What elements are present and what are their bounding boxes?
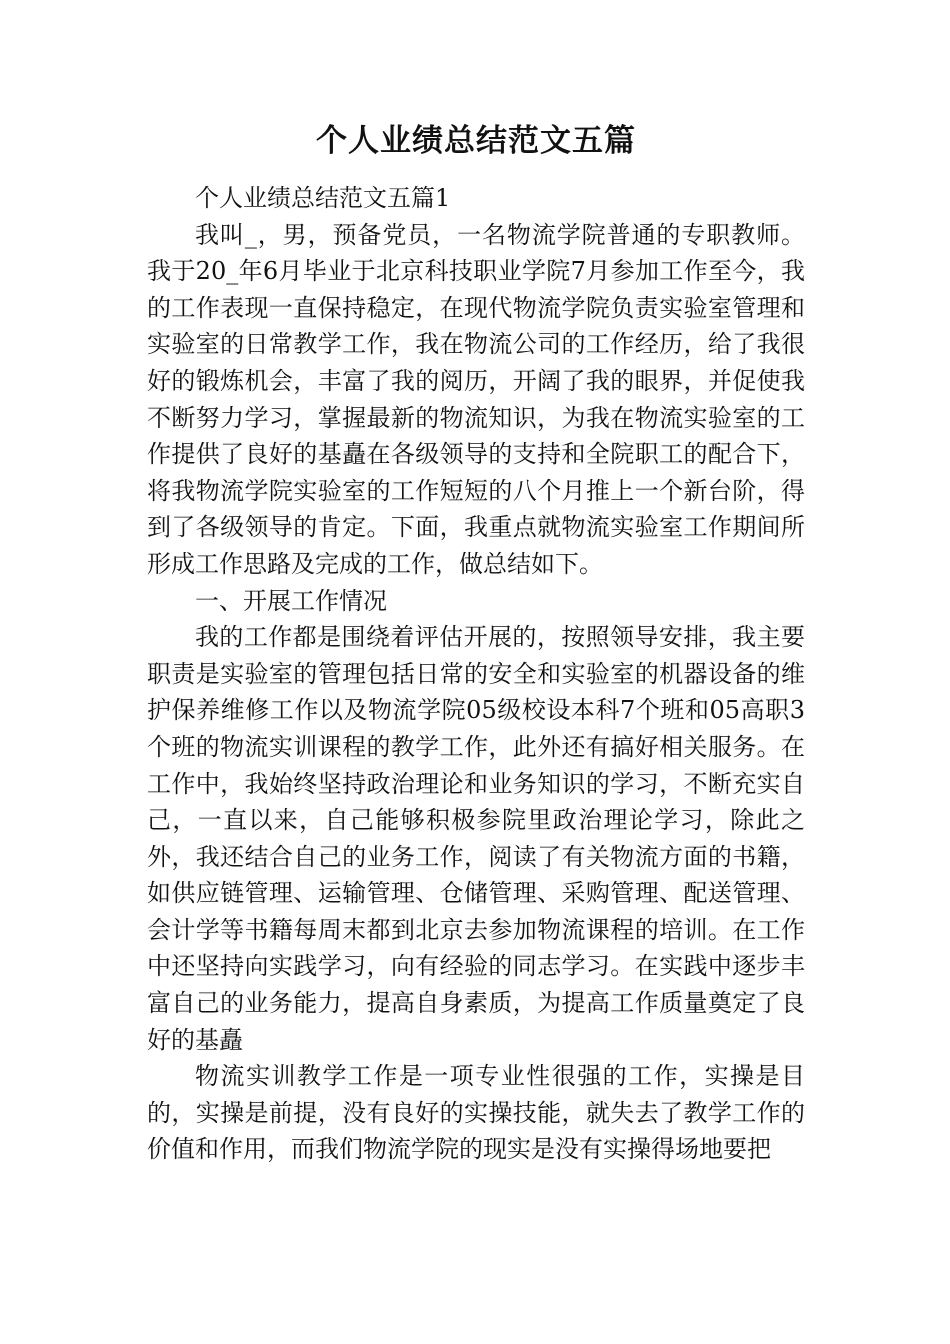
paragraph-introduction: 我叫_，男，预备党员，一名物流学院普通的专职教师。我于20_年6月毕业于北京科技职业学院7月参加工作至今，我的工作表现一直保持稳定，在现代物流学院负责实验室管理和实验室的日常教学工作，我在物流公司的工作经历，给了我很好的锻炼机会，丰富了我的阅历，开阔了我的眼界，并促使我不断努力学习，掌握最新的物流知识，为我在物流实验室的工作提供了良好的基矗在各级领导的支持和全院职工的配合下，将我物流学院实验室的工作短短的八个月推上一个新台阶，得到了各级领导的肯定。下面，我重点就物流实验室工作期间所形成工作思路及完成的工作，做总结如下。	[147, 220, 805, 578]
paragraph-work-situation: 我的工作都是围绕着评估开展的，按照领导安排，我主要职责是实验室的管理包括日常的安全和实验室的机器设备的维护保养维修工作以及物流学院05级校设本科7个班和05高职3个班的物流实训课程的教学工作，此外还有搞好相关服务。在工作中，我始终坚持政治理论和业务知识的学习，不断充实自己，一直以来，自己能够积极参院里政治理论学习，除此之外，我还结合自己的业务工作，阅读了有关物流方面的书籍，如供应链管理、运输管理、仓储管理、采购管理、配送管理、会计学等书籍每周末都到北京去参加物流课程的培训。在工作中还坚持向实践学习，向有经验的同志学习。在实践中逐步丰富自己的业务能力，提高自身素质，为提高工作质量奠定了良好的基矗	[147, 623, 805, 1054]
section-heading: 一、开展工作情况	[195, 586, 387, 615]
paragraph-subtitle: 个人业绩总结范文五篇1	[195, 184, 451, 212]
paragraph-training-work: 物流实训教学工作是一项专业性很强的工作，实操是目的，实操是前提，没有良好的实操技能，就失去了教学工作的价值和作用，而我们物流学院的现实是没有实操得场地要把	[147, 1062, 805, 1164]
document-title: 个人业绩总结范文五篇	[316, 123, 636, 159]
